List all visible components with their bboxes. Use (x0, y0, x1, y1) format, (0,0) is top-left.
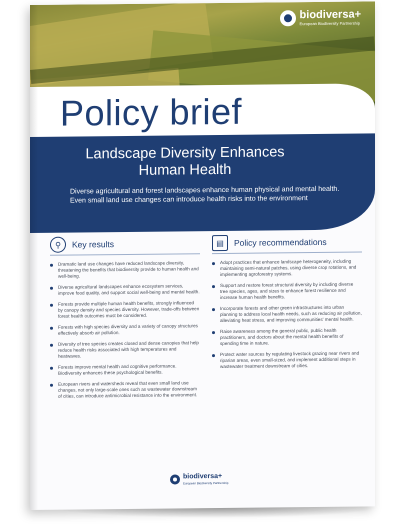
brief-title: Landscape Diversity Enhances Human Health (85, 144, 285, 179)
recommendation-item: Raise awareness among the general public, public health practitioners, and doctors about the mental health benefits of spending time in nature. (212, 328, 362, 348)
policy-recommendations-section (212, 232, 362, 376)
recommendation-item: Protect water sources by regulating livestock grazing near rivers and riparian areas, even small-sized, and implement additional steps in wastewater treatment downstream of cities. (212, 351, 362, 371)
key-results-header (50, 233, 200, 256)
magnifier-icon: ⚲ (50, 237, 66, 253)
biodiversa-logo-icon (280, 10, 296, 26)
key-result-item: Forests provide multiple human health benefits, strongly influenced by canopy density and species diversity. However, trade-offs between forest health outcomes must be considered. (50, 300, 200, 320)
fold-shade (30, 5, 38, 510)
recommendation-item: Incorporate forests and other green infrastructures into urban planning to address local health needs, such as reducing air pollution, alleviating heat stress, and improving communities' mental health. (212, 305, 362, 325)
biodiversa-footer-logo-icon (170, 474, 180, 484)
header-logo (280, 10, 361, 27)
recommendation-item: Support and restore forest structural diversity by including diverse tree species, ages, and sizes to enhance forest resilience and increase human health benefits. (212, 282, 362, 302)
key-result-item: Diversity of tree species creates closed and dense canopies that help reduce health risks associated with high temperatures and heatwaves. (50, 340, 200, 360)
key-result-item: Forests with high species diversity and a variety of canopy structures effectively absorb air pollution. (50, 323, 200, 337)
key-results-heading: Key results (72, 239, 115, 250)
policy-recommendations-header (212, 232, 362, 255)
recommendation-item: Adopt practices that enhance landscape heterogeneity, including maintaining semi-natural patches, using diverse crop rotations, and implementing agroforestry systems. (212, 259, 362, 279)
key-result-item: Forests improve mental health and cognitive performance. Biodiversity enhances these psychological benefits. (50, 363, 200, 377)
document-icon: ▤ (212, 235, 228, 251)
footer-logo (170, 473, 228, 486)
policy-brief-brochure (30, 1, 375, 510)
brief-intro: Diverse agricultural and forest landscapes enhance human physical and mental health. Even small land use changes can introduce health risks into the environment (70, 185, 340, 205)
footer-logo-tagline: European Biodiversity Partnership (183, 480, 229, 486)
policy-recommendations-heading: Policy recommendations (234, 236, 327, 248)
key-result-item: European rivers and watersheds reveal that even small land use changes, not only large-scale ones such as wastewater downstream of cities, can introduce antimicrobial resistance into the environment. (50, 380, 200, 400)
key-results-section (50, 233, 200, 405)
footer-logo-name: biodiversa+ (183, 472, 223, 481)
header-logo-name: biodiversa+ (299, 8, 361, 22)
header-logo-tagline: European Biodiversity Partnership (299, 20, 361, 27)
doc-type-title: Policy brief (60, 90, 243, 134)
key-result-item: Dramatic land use changes have reduced landscape diversity, threatening the benefits that biodiversity provide to human health and well-being. (50, 260, 200, 280)
key-result-item: Diverse agricultural landscapes enhance ecosystem services, improve food quality, and support social well-being and mental health. (50, 283, 200, 297)
